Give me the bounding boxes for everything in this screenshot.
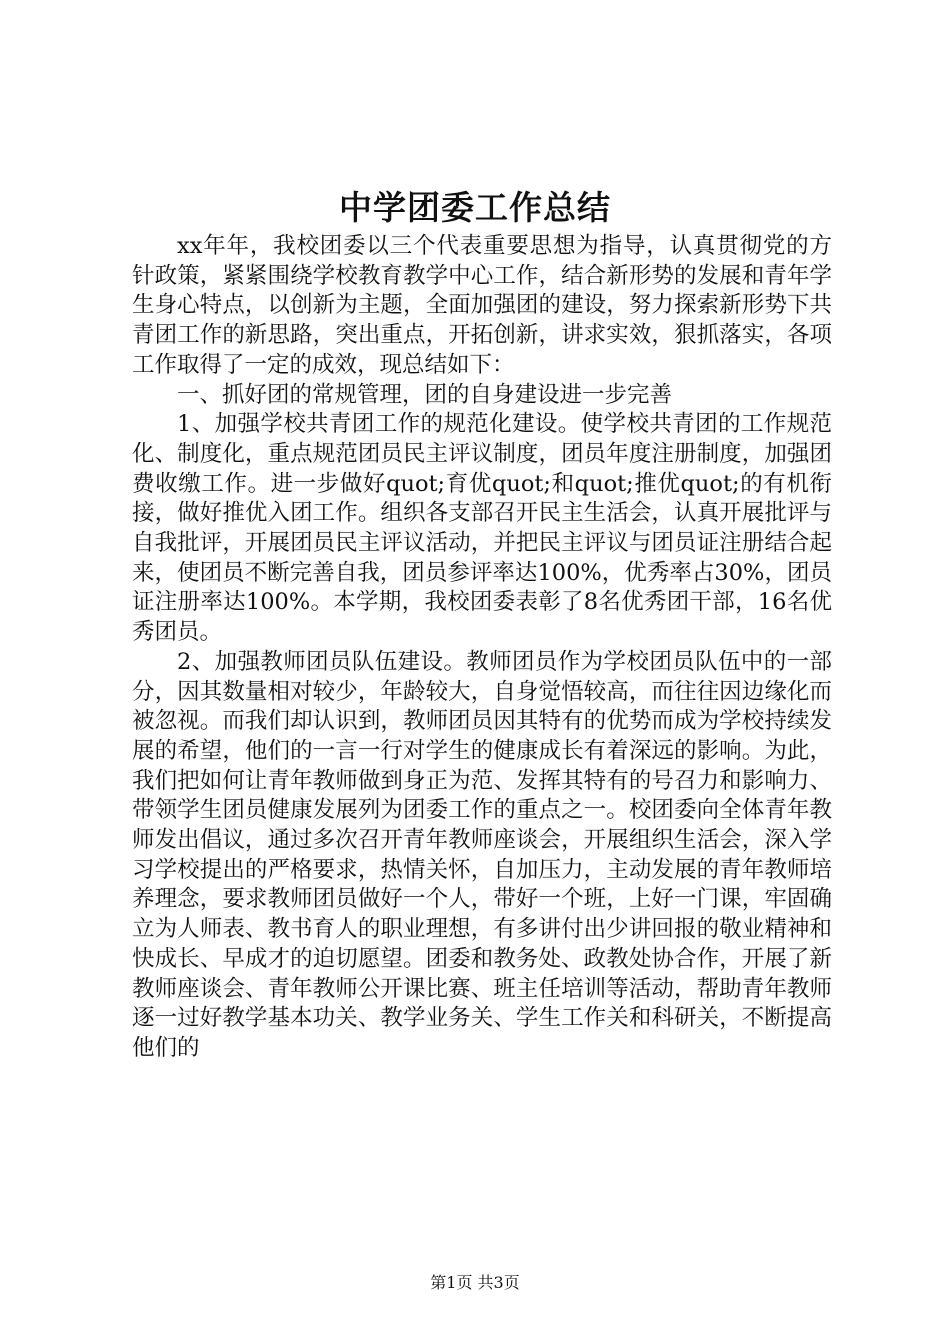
paragraph-section-heading: 一、抓好团的常规管理，团的自身建设进一步完善 <box>177 381 673 408</box>
document-body <box>132 232 832 1064</box>
document-title: 中学团委工作总结 <box>339 188 611 227</box>
page-footer: 第1页 共3页 <box>430 1273 520 1292</box>
paragraph-item-2: 2、加强教师团员队伍建设。教师团员作为学校团员队伍中的一部分，因其数量相对较少，年龄较大，自身觉悟较高，而往往因边缘化而被忽视。而我们却认识到，教师团员因其特有的优势而成为学校持续发展的希望，他们的一言一行对学生的健康成长有着深远的影响。为此，我们把如何让青年教师做到身正为范、发挥其特有的号召力和影响力、带领学生团员健康发展列为团委工作的重点之一。校团委向全体青年教师发出倡议，通过多次召开青年教师座谈会，开展组织生活会，深入学习学校提出的严格要求，热情关怀，自加压力，主动发展的青年教师培养理念，要求教师团员做好一个人，带好一个班，上好一门课，牢固确立为人师表、教书育人的职业理想，有多讲付出少讲回报的敬业精神和快成长、早成才的迫切愿望。团委和教务处、政教处协合作，开展了新教师座谈会、青年教师公开课比赛、班主任培训等活动，帮助青年教师逐一过好教学基本功关、教学业务关、学生工作关和科研关，不断提高他们的 <box>132 648 832 1061</box>
paragraph-item-1: 1、加强学校共青团工作的规范化建设。使学校共青团的工作规范化、制度化，重点规范团员民主评议制度，团员年度注册制度，加强团费收缴工作。进一步做好quot;育优quot;和quot;推优quot;的有机衔接，做好推优入团工作。组织各支部召开民主生活会，认真开展批评与自我批评，开展团员民主评议活动，并把民主评议与团员证注册结合起来，使团员不断完善自我，团员参评率达100%，优秀率占30%，团员证注册率达100%。本学期，我校团委表彰了8名优秀团干部，16名优秀团员。 <box>132 411 832 646</box>
paragraph-intro: xx年年，我校团委以三个代表重要思想为指导，认真贯彻党的方针政策，紧紧围绕学校教育教学中心工作，结合新形势的发展和青年学生身心特点，以创新为主题，全面加强团的建设，努力探索新形势下共青团工作的新思路，突出重点，开拓创新，讲求实效，狠抓落实，各项工作取得了一定的成效，现总结如下： <box>132 233 832 378</box>
